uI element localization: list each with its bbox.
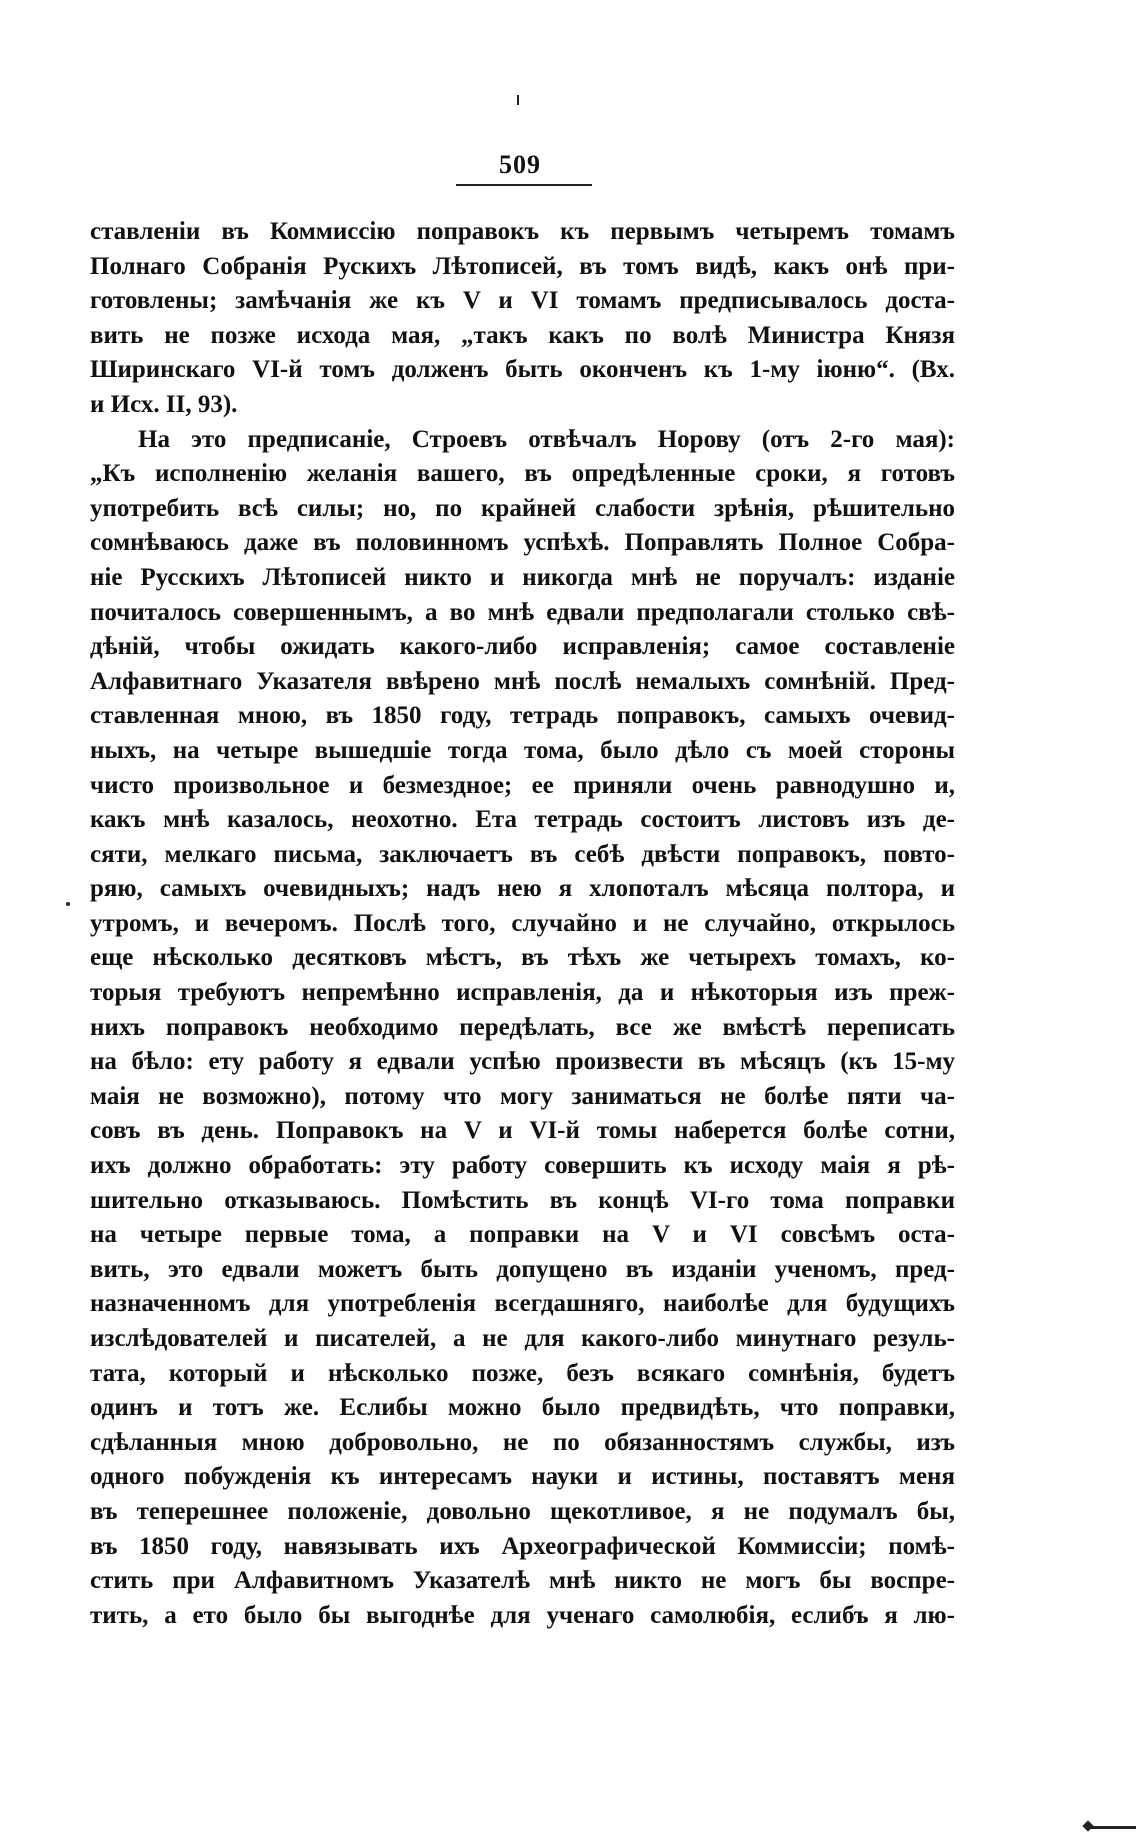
text-line: какъ мнѣ казалось, неохотно. Ета тетрадь состоитъ листовъ изъ де-: [90, 806, 955, 834]
text-line: утромъ, и вечеромъ. Послѣ того, случайно и не случайно, открылось: [90, 909, 955, 937]
text-line: На это предписаніе, Строевъ отвѣчалъ Норову (отъ 2-го мая):: [138, 425, 955, 453]
text-line: на четыре первые тома, а поправки на V и VI совсѣмъ оста-: [90, 1221, 955, 1249]
text-line: тата, который и нѣсколько позже, безъ всякаго сомнѣнія, будетъ: [90, 1359, 955, 1387]
text-line: вить не позже исхода мая, „такъ какъ по волѣ Министра Князя: [90, 321, 955, 349]
text-line: сдѣланныя мною добровольно, не по обязанностямъ службы, изъ: [90, 1428, 955, 1456]
text-line: употребить всѣ силы; но, по крайней слабости зрѣнія, рѣшительно: [90, 494, 955, 522]
text-line: Полнаго Собранія Рускихъ Лѣтописей, въ томъ видѣ, какъ онѣ при-: [90, 252, 955, 280]
text-line: стить при Алфавитномъ Указателѣ мнѣ никто не могъ бы воспре-: [90, 1567, 955, 1595]
text-line: торыя требуютъ непремѣнно исправленія, да и нѣкоторыя изъ преж-: [90, 979, 955, 1007]
text-line: ставленіи въ Коммиссію поправокъ къ первымъ четыремъ томамъ: [90, 218, 955, 245]
text-line: тить, а ето было бы выгоднѣе для ученаго самолюбія, еслибъ я лю-: [90, 1601, 955, 1629]
text-line: сомнѣваюсь даже въ половинномъ успѣхѣ. Поправлять Полное Собра-: [90, 529, 955, 557]
text-line: Алфавитнаго Указателя ввѣрено мнѣ послѣ немалыхъ сомнѣній. Пред-: [90, 667, 955, 695]
text-line: нихъ поправокъ необходимо передѣлать, все же вмѣстѣ переписать: [90, 1013, 955, 1041]
text-line: еще нѣсколько десятковъ мѣстъ, въ тѣхъ же четырехъ томахъ, ко-: [90, 944, 955, 972]
page-number: 509: [499, 150, 541, 179]
text-line: въ 1850 году, навязывать ихъ Археографической Коммиссіи; помѣ-: [90, 1532, 955, 1560]
text-line: сяти, мелкаго письма, заключаетъ въ себѣ двѣсти поправокъ, повто-: [90, 840, 955, 868]
text-line: готовлены; замѣчанія же къ V и VI томамъ предписывалось доста-: [90, 287, 955, 315]
text-line: ставленная мною, въ 1850 году, тетрадь поправокъ, самыхъ очевид-: [90, 702, 955, 730]
margin-dot: [66, 902, 70, 906]
text-line: назначенномъ для употребленія всегдашняго, наиболѣе для будущихъ: [90, 1290, 955, 1318]
text-line: изслѣдователей и писателей, а не для какого-либо минутнаго резуль-: [90, 1325, 955, 1352]
text-line: чисто произвольное и безмездное; ее приняли очень равнодушно и,: [90, 771, 955, 799]
text-line: дѣній, чтобы ожидать какого-либо исправленія; самое составленіе: [90, 633, 955, 661]
text-line: и Исх. II, 93).: [90, 390, 238, 418]
text-line: ихъ должно обработать: эту работу совершить къ исходу маія я рѣ-: [90, 1152, 955, 1180]
text-line: въ теперешнее положеніе, довольно щекотливое, я не подумалъ бы,: [90, 1497, 955, 1525]
text-line: ряю, самыхъ очевидныхъ; надъ нею я хлопоталъ мѣсяца полтора, и: [90, 875, 955, 903]
text-line: одинъ и тотъ же. Еслибы можно было предвидѣть, что поправки,: [90, 1394, 955, 1422]
text-line: „Къ исполненію желанія вашего, въ опредѣленные сроки, я готовъ: [90, 460, 955, 488]
text-line: ніе Русскихъ Лѣтописей никто и никогда мнѣ не поручалъ: изданіе: [90, 563, 955, 591]
text-line: вить, это едвали можетъ быть допущено въ изданіи ученомъ, пред-: [90, 1255, 955, 1283]
text-line: почиталось совершеннымъ, а во мнѣ едвали предполагали столько свѣ-: [90, 598, 955, 626]
top-tick-mark: [517, 95, 519, 105]
text-line: Ширинскаго VI-й томъ долженъ быть оконченъ къ 1-му іюню“. (Вх.: [90, 356, 955, 384]
text-line: ныхъ, на четыре вышедшіе тогда тома, было дѣло съ моей стороны: [90, 736, 955, 764]
text-line: шительно отказываюсь. Помѣстить въ концѣ VI-го тома поправки: [90, 1186, 955, 1214]
body-text: [90, 215, 955, 1633]
page-number-rule: [456, 184, 592, 186]
text-line: одного побужденія къ интересамъ науки и истины, поставятъ меня: [90, 1463, 955, 1491]
corner-arrow-mark: [1088, 1826, 1136, 1829]
text-line: на бѣло: ету работу я едвали успѣю произвести въ мѣсяцъ (къ 15-му: [90, 1048, 955, 1076]
text-line: совъ въ день. Поправокъ на V и VI-й томы наберется болѣе сотни,: [90, 1117, 955, 1145]
text-line: маія не возможно), потому что могу заниматься не болѣе пяти ча-: [90, 1082, 955, 1110]
